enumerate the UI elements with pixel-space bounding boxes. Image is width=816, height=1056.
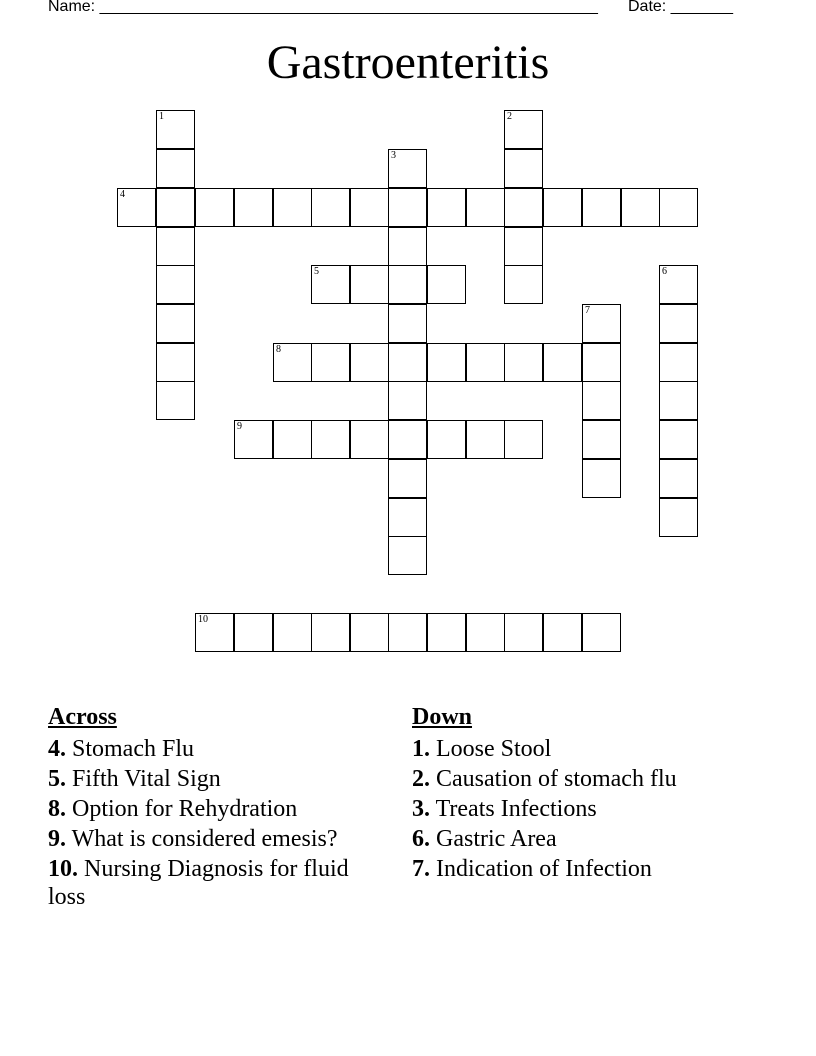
crossword-cell[interactable] [659, 420, 698, 459]
crossword-cell[interactable] [388, 420, 427, 459]
crossword-cell[interactable] [427, 613, 466, 652]
crossword-cell[interactable] [156, 381, 195, 420]
down-clue [412, 765, 792, 793]
crossword-cell[interactable] [350, 343, 389, 382]
clue-text: Gastric Area [436, 826, 557, 852]
clue-text: Loose Stool [436, 736, 552, 762]
crossword-cell[interactable] [582, 304, 621, 343]
clue-number: 7. [412, 856, 430, 882]
crossword-cell[interactable] [659, 381, 698, 420]
crossword-cell[interactable] [466, 420, 505, 459]
crossword-cell[interactable] [504, 149, 543, 188]
crossword-cell[interactable] [659, 304, 698, 343]
clue-text: Treats Infections [435, 796, 597, 822]
clue-text: Option for Rehydration [72, 796, 298, 822]
crossword-cell[interactable] [582, 381, 621, 420]
clue-number-label: 10 [198, 614, 208, 625]
crossword-cell[interactable] [195, 188, 234, 227]
crossword-cell[interactable] [273, 188, 312, 227]
crossword-cell[interactable] [504, 188, 543, 227]
crossword-cell[interactable] [504, 265, 543, 304]
crossword-cell[interactable] [659, 343, 698, 382]
crossword-cell[interactable] [156, 304, 195, 343]
clue-number: 3. [412, 796, 430, 822]
clue-text: Stomach Flu [72, 736, 195, 762]
clue-number: 4. [48, 736, 66, 762]
down-heading: Down [412, 704, 473, 730]
clue-number: 5. [48, 766, 66, 792]
crossword-cell[interactable] [427, 343, 466, 382]
crossword-cell[interactable] [350, 188, 389, 227]
crossword-cell[interactable] [311, 188, 350, 227]
clue-number: 8. [48, 796, 66, 822]
crossword-cell[interactable] [388, 459, 427, 498]
clue-text: What is considered emesis? [71, 826, 338, 852]
crossword-cell[interactable] [504, 110, 543, 149]
across-clues [48, 703, 368, 913]
clue-number-label: 2 [507, 111, 512, 122]
crossword-cell[interactable] [273, 343, 312, 382]
clue-number-label: 5 [314, 266, 319, 277]
across-clue [48, 795, 368, 823]
crossword-cell[interactable] [427, 188, 466, 227]
clue-number-label: 8 [276, 344, 281, 355]
clue-number: 10. [48, 856, 78, 882]
across-clue [48, 765, 368, 793]
crossword-cell[interactable] [466, 613, 505, 652]
across-clue [48, 825, 368, 853]
crossword-cell[interactable] [427, 265, 466, 304]
clue-text: Fifth Vital Sign [72, 766, 221, 792]
crossword-cell[interactable] [466, 188, 505, 227]
clue-number-label: 3 [391, 150, 396, 161]
clue-text: Nursing Diagnosis for fluid loss [48, 856, 349, 910]
crossword-cell[interactable] [156, 227, 195, 266]
clue-number-label: 6 [662, 266, 667, 277]
crossword-cell[interactable] [311, 420, 350, 459]
across-clue [48, 735, 368, 763]
crossword-cell[interactable] [543, 613, 582, 652]
crossword-cell[interactable] [195, 613, 234, 652]
crossword-cell[interactable] [427, 420, 466, 459]
crossword-cell[interactable] [156, 343, 195, 382]
clue-number-label: 7 [585, 305, 590, 316]
crossword-cell[interactable] [350, 420, 389, 459]
page-title: Gastroenteritis [266, 36, 550, 89]
name-field[interactable]: Name: ________________________________________________________ [48, 0, 598, 15]
crossword-cell[interactable] [388, 265, 427, 304]
crossword-cell[interactable] [234, 613, 273, 652]
crossword-cell[interactable] [311, 613, 350, 652]
crossword-cell[interactable] [582, 188, 621, 227]
down-clue [412, 735, 792, 763]
crossword-cell[interactable] [504, 227, 543, 266]
crossword-cell[interactable] [156, 265, 195, 304]
crossword-cell[interactable] [582, 459, 621, 498]
crossword-cell[interactable] [504, 420, 543, 459]
crossword-cell[interactable] [388, 188, 427, 227]
crossword-cell[interactable] [543, 188, 582, 227]
crossword-cell[interactable] [311, 343, 350, 382]
crossword-cell[interactable] [659, 188, 698, 227]
crossword-cell[interactable] [388, 498, 427, 537]
clue-text: Causation of stomach flu [436, 766, 677, 792]
down-clue [412, 795, 792, 823]
crossword-cell[interactable] [311, 265, 350, 304]
clue-number-label: 1 [159, 111, 164, 122]
crossword-cell[interactable] [582, 420, 621, 459]
clue-number: 2. [412, 766, 430, 792]
crossword-cell[interactable] [156, 188, 195, 227]
clue-number-label: 9 [237, 421, 242, 432]
crossword-cell[interactable] [388, 536, 427, 575]
crossword-cell[interactable] [388, 304, 427, 343]
crossword-cell[interactable] [582, 613, 621, 652]
crossword-cell[interactable] [466, 343, 505, 382]
crossword-cell[interactable] [156, 149, 195, 188]
clue-number: 9. [48, 826, 66, 852]
across-clue [48, 855, 368, 911]
crossword-cell[interactable] [659, 265, 698, 304]
crossword-cell[interactable] [117, 188, 156, 227]
clue-number: 6. [412, 826, 430, 852]
crossword-cell[interactable] [543, 343, 582, 382]
clue-number-label: 4 [120, 189, 125, 200]
crossword-cell[interactable] [388, 343, 427, 382]
crossword-cell[interactable] [350, 265, 389, 304]
crossword-cell[interactable] [659, 459, 698, 498]
across-heading: Across [48, 704, 117, 730]
down-clue [412, 825, 792, 853]
crossword-cell[interactable] [388, 149, 427, 188]
crossword-cell[interactable] [582, 343, 621, 382]
crossword-cell[interactable] [350, 613, 389, 652]
crossword-cell[interactable] [388, 613, 427, 652]
crossword-cell[interactable] [659, 498, 698, 537]
crossword-cell[interactable] [388, 227, 427, 266]
date-field[interactable]: Date: _______ [628, 0, 733, 15]
crossword-cell[interactable] [504, 343, 543, 382]
crossword-cell[interactable] [621, 188, 660, 227]
crossword-cell[interactable] [273, 420, 312, 459]
crossword-cell[interactable] [504, 613, 543, 652]
down-clue [412, 855, 792, 883]
crossword-cell[interactable] [156, 110, 195, 149]
crossword-cell[interactable] [234, 188, 273, 227]
worksheet-header [48, 0, 733, 16]
down-clues [412, 703, 792, 885]
clue-number: 1. [412, 736, 430, 762]
clue-text: Indication of Infection [436, 856, 652, 882]
crossword-cell[interactable] [273, 613, 312, 652]
crossword-cell[interactable] [388, 381, 427, 420]
crossword-cell[interactable] [234, 420, 273, 459]
